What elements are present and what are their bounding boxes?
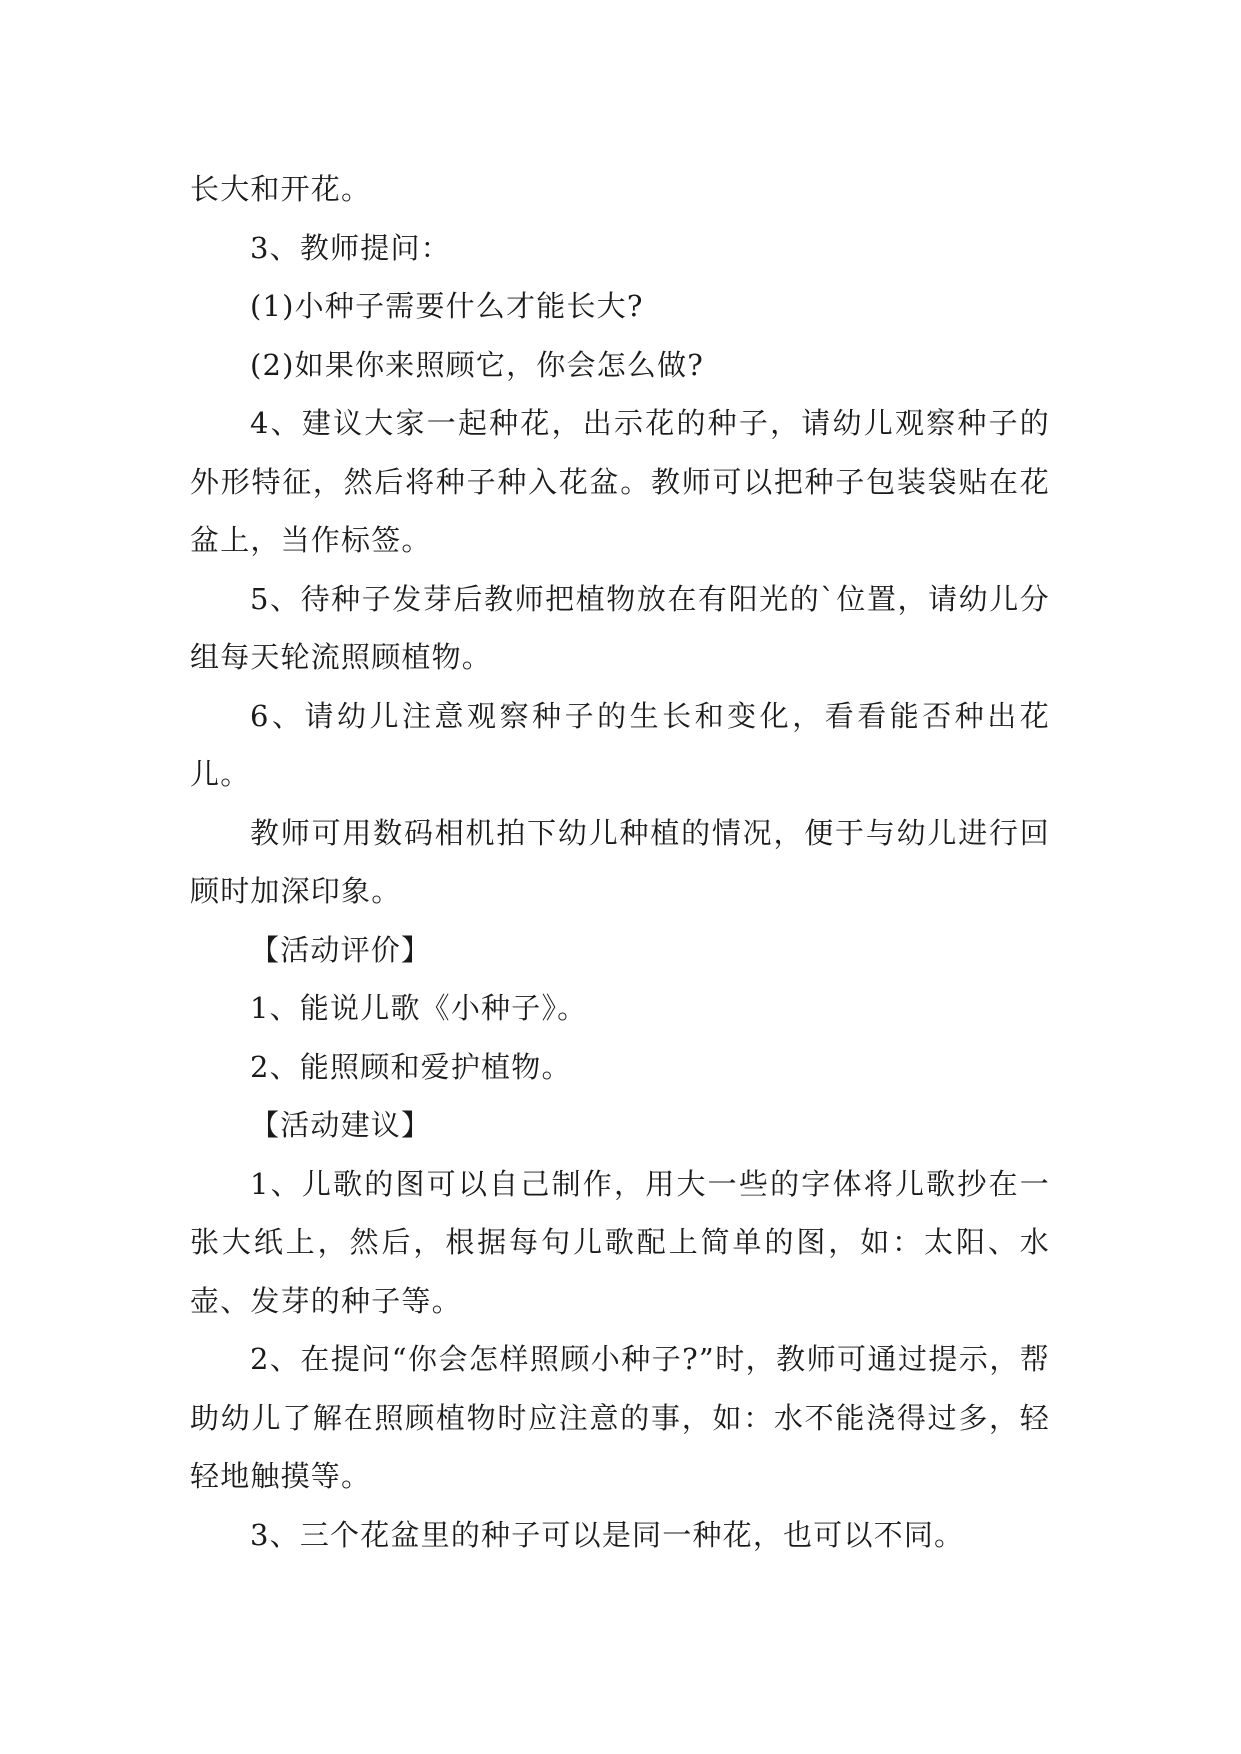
paragraph-suggestion-1: 1、儿歌的图可以自己制作，用大一些的字体将儿歌抄在一张大纸上，然后，根据每句儿歌配上简单的图，如：太阳、水壶、发芽的种子等。 — [190, 1166, 1050, 1318]
paragraph-step-3-heading: 3、教师提问： — [250, 230, 451, 265]
paragraph-question-2: (2)如果你来照顾它，你会怎么做? — [250, 347, 705, 382]
paragraph-step-5: 5、待种子发芽后教师把植物放在有阳光的`位置，请幼儿分组每天轮流照顾植物。 — [190, 581, 1050, 674]
paragraph-evaluation-1: 1、能说儿歌《小种子》。 — [250, 991, 588, 1025]
section-heading-suggestions: 【活动建议】 — [250, 1108, 432, 1142]
section-heading-evaluation: 【活动评价】 — [250, 932, 432, 967]
paragraph-suggestion-2: 2、在提问“你会怎样照顾小种子?”时，教师可通过提示，帮助幼儿了解在照顾植物时应注意的事，如：水不能浇得过多，轻轻地触摸等。 — [190, 1342, 1050, 1493]
paragraph-suggestion-3: 3、三个花盆里的种子可以是同一种花，也可以不同。 — [250, 1517, 965, 1552]
document-body — [190, 160, 1050, 1564]
paragraph-step-4: 4、建议大家一起种花，出示花的种子，请幼儿观察种子的外形特征，然后将种子种入花盆。教师可以把种子包装袋贴在花盆上，当作标签。 — [190, 406, 1050, 557]
paragraph-step-6: 6、请幼儿注意观察种子的生长和变化，看看能否种出花儿。 — [190, 698, 1050, 791]
paragraph-continuation: 长大和开花。 — [190, 172, 372, 206]
paragraph-teacher-note: 教师可用数码相机拍下幼儿种植的情况，便于与幼儿进行回顾时加深印象。 — [190, 815, 1050, 908]
paragraph-question-1: (1)小种子需要什么才能长大? — [250, 289, 644, 323]
paragraph-evaluation-2: 2、能照顾和爱护植物。 — [250, 1049, 572, 1084]
